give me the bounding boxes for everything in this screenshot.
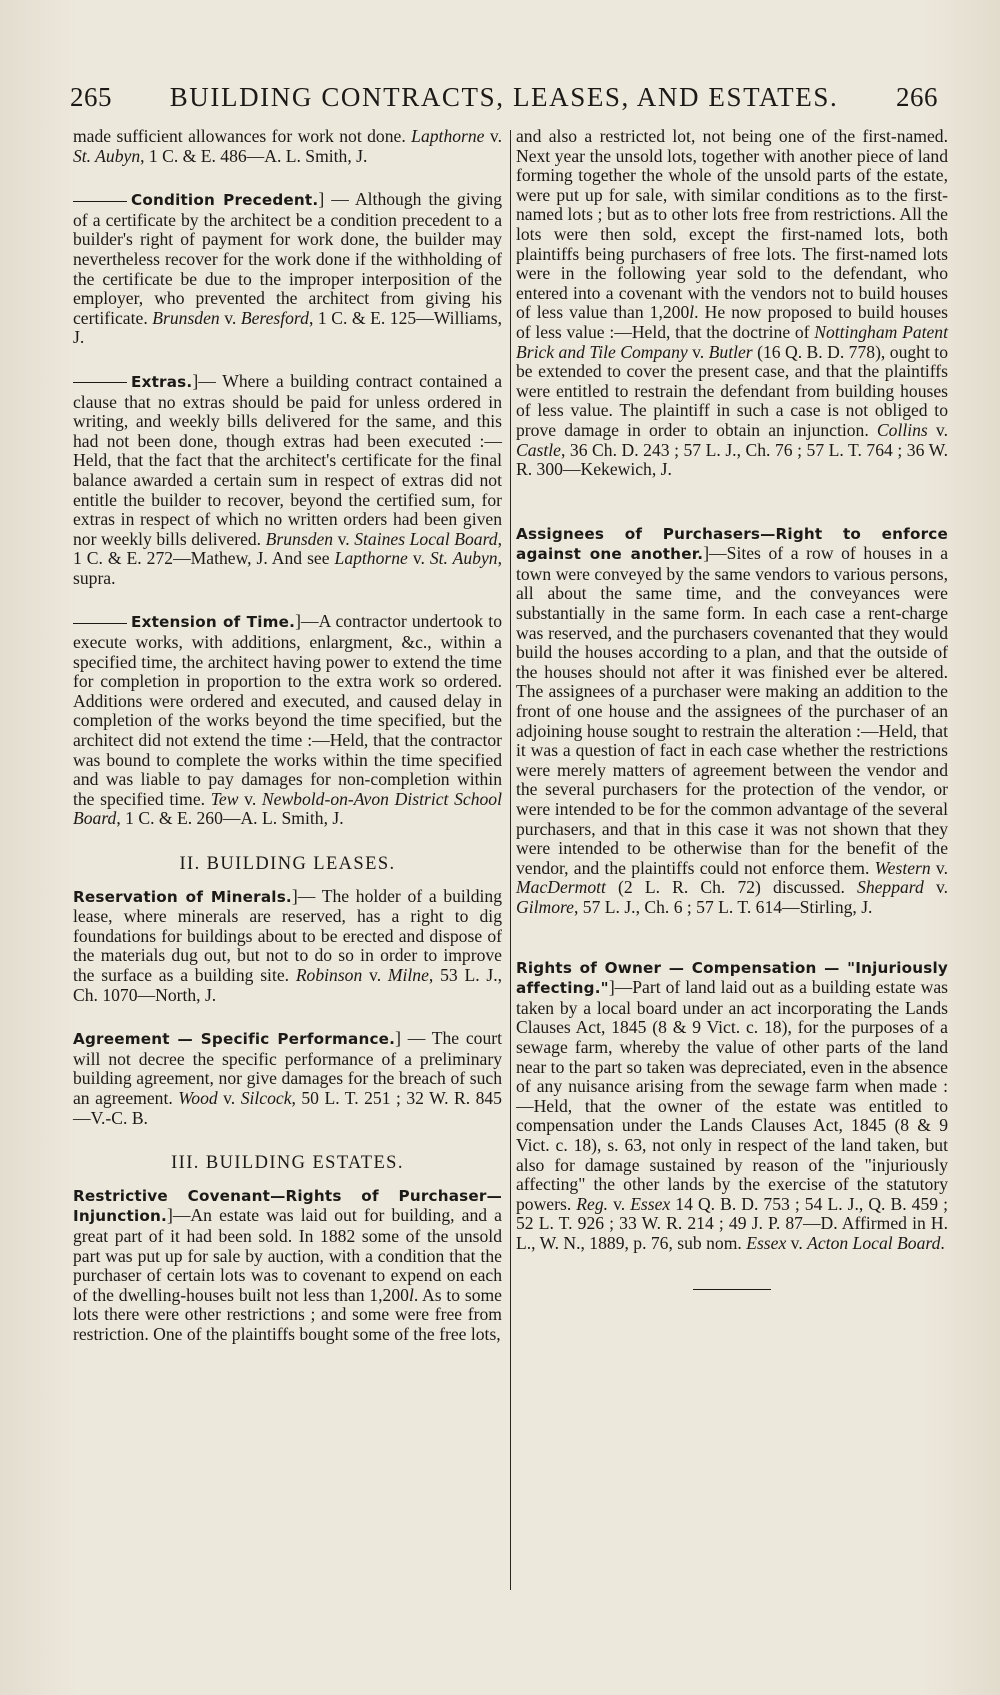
page-number-right: 266 <box>896 82 938 112</box>
case-name: Gilmore <box>516 896 574 917</box>
text: , 1 C. & E. 125—Williams, J. <box>73 307 502 348</box>
case-name: Silcock <box>240 1087 292 1108</box>
text: ] — Although the giving of a certificate by the architect be a condition precedent to a builder's right of payment for work done, the builder may nevertheless recover for the work done if the withholding of the certificate be due to the improper interposition of the employer, who prevented the architect from giving his certificate. <box>73 189 502 328</box>
text: v. <box>362 964 388 985</box>
case-name: Essex <box>630 1193 671 1214</box>
case-name: Newbold-on-Avon District School Board <box>73 788 502 829</box>
text: ]— The holder of a building lease, where minerals are reserved, has a right to dig foundations for buildings about to be erected and dispose of the materials dug out, but not to do so in order to improve the surface as a building site. <box>73 885 502 985</box>
text: . As to some lots there were other restrictions ; and some were free from restriction. One of the plaintiffs bought some of the free lots, <box>73 1284 502 1344</box>
case-name: Sheppard <box>857 877 924 898</box>
case-name: Acton Local Board <box>807 1232 941 1253</box>
text: 14 Q. B. D. 753 ; 54 L. J., Q. B. 459 ; 52 L. T. 926 ; 33 W. R. 214 ; 49 J. P. 87—D. Affirmed in H. L., W. N., 1889, p. 76, sub nom. <box>516 1193 948 1253</box>
case-name: Lapthorne <box>334 548 408 569</box>
text: v. <box>333 528 355 549</box>
case-name: Brunsden <box>152 307 220 328</box>
text: v. <box>687 341 709 362</box>
case-name: Robinson <box>295 964 363 985</box>
text: v. <box>786 1232 808 1253</box>
case-name: MacDermott <box>516 877 606 898</box>
paragraph-rights-of-owner <box>516 958 948 1254</box>
text: v. <box>484 126 502 146</box>
paragraph-restrictive-covenant <box>73 1186 502 1345</box>
paragraph-reservation-of-minerals <box>73 887 502 1006</box>
entry-heading: Assignees of Purchasers—Right to enforce against one another. <box>516 524 948 564</box>
paragraph-condition-precedent <box>73 190 502 348</box>
entry-heading: Condition Precedent. <box>131 191 319 210</box>
case-name: Milne <box>387 964 429 985</box>
entry-heading: Extension of Time. <box>131 613 296 632</box>
text: ]— Where a building contract contained a clause that no extras should be paid for unless ordered in writing, and weekly bills delivered for the same, and this had not been done, though extras had been executed :—Held, that the fact that the architect's certificate for the final balance awarded a certain sum in respect of extras did not entitle the builder to recover, beyond the certified sum, for extras in respect of which no written orders had been given nor weekly bills delivered. <box>73 370 502 549</box>
case-name: Wood <box>178 1087 218 1108</box>
case-name: Beresford <box>240 307 309 328</box>
entry-heading: Agreement — Specific Performance. <box>73 1030 396 1049</box>
text: , 1 C. & E. 486—A. L. Smith, J. <box>140 145 368 166</box>
section-heading-building-estates: III. BUILDING ESTATES. <box>171 1153 404 1174</box>
case-name: Butler <box>708 341 753 362</box>
text: made sufficient allowances for work not done. <box>73 126 412 146</box>
page-title: BUILDING CONTRACTS, LEASES, AND ESTATES. <box>169 82 839 112</box>
end-rule <box>693 1289 771 1290</box>
case-name: Brunsden <box>265 528 334 549</box>
right-column <box>516 127 948 1290</box>
section-heading-building-leases: II. BUILDING LEASES. <box>179 854 396 874</box>
paragraph-specific-performance <box>73 1029 502 1128</box>
entry-heading: Restrictive Covenant—Rights of Purchaser—Injunction. <box>73 1186 502 1226</box>
case-name: Lapthorne <box>411 126 485 146</box>
text: . <box>940 1232 945 1253</box>
text: and also a restricted lot, not being one of the first-named. Next year the unsold lots, together with another piece of land forming together the whole of the unsold parts of the estate, were put up for sale, with similar conditions as to the first-named lots ; but as to other lots free from restrictions. All the lots were then sold, except the first-named lots, both plaintiffs being purchasers of free lots. The first-named lots were in the following year sold to the defendant, who entered into a covenant with the vendors not to build houses of less value than 1,200 <box>516 126 948 323</box>
case-name: St. Aubyn <box>73 145 141 166</box>
pound-abbrev: l <box>408 1284 414 1305</box>
dash-rule <box>73 382 127 383</box>
entry-heading: Extras. <box>131 372 193 391</box>
entry-heading: Reservation of Minerals. <box>73 887 292 906</box>
text: , 53 L. J., Ch. 1070—North, J. <box>73 964 502 1005</box>
case-name: Staines Local Board <box>354 528 498 549</box>
text: ]—Sites of a row of houses in a town were conveyed by the same vendors to various persons, all about the same time, and the conveyances were substantially in the same form. In each case a rent-charge was reserved, and the purchasers covenanted that they would build the houses according to a plan, and that the outside of the houses should not after it was finished ever be altered. The assignees of a purchaser were making an addition to the front of one house and the assignees of the purchaser of an adjoining house sought to restrain the alteration :—Held, that it was a question of fact in each case whether the restrictions were merely matters of agreement between the vendor and the several purchasers for the protection of the vendor, or were intended to be for the common advantage of the several purchasers, and that in this case it was not shown that they were intended to be otherwise than for the benefit of the vendor, and the plaintiffs could not enforce them. <box>516 543 949 878</box>
left-column <box>73 127 502 1344</box>
page-number-left: 265 <box>70 82 112 112</box>
case-name: Collins <box>876 419 928 440</box>
entry-heading: Rights of Owner — Compensation — "Injuriously affecting." <box>516 958 948 998</box>
text: ] — The court will not decree the specific performance of a preliminary building agreement, nor give damages for the breach of such an agreement. <box>73 1028 502 1108</box>
text: . He now proposed to build houses of less value :—Held, that the doctrine of <box>516 302 948 342</box>
case-name: Tew <box>210 788 239 809</box>
text: v. <box>219 307 241 328</box>
case-name: Nottingham Patent Brick and Tile Company <box>516 321 948 362</box>
case-name: Reg. <box>576 1193 609 1214</box>
text: , 1 C. & E. 272—Mathew, J. And see <box>73 528 502 569</box>
text: v. <box>238 788 262 809</box>
text: (2 L. R. Ch. 72) discussed. <box>605 877 858 898</box>
pound-abbrev: l <box>689 302 695 323</box>
text: ]—Part of land laid out as a building estate was taken by a local board under an act incorporating the Lands Clauses Act, 1845 (8 & 9 Vict. c. 18), for the purposes of a sewage farm, whereby the value of other parts of the land near to the part so taken was depreciated, even in the absence of any nuisance arising from the sewage farm when made :—Held, that the owner of the estate was entitled to compensation under the Lands Clauses Act, 1845 (8 & 9 Vict. c. 18), s. 63, not only in respect of the land taken, but also for damage sustained by reason of the "injuriously affecting" the other lands by the exercise of the statutory powers. <box>516 977 948 1214</box>
paragraph-continued <box>516 127 948 480</box>
text: v. <box>930 857 948 878</box>
text: , 57 L. J., Ch. 6 ; 57 L. T. 614—Stirling, J. <box>574 896 873 917</box>
paragraph-extension-of-time <box>73 612 502 829</box>
text: , 36 Ch. D. 243 ; 57 L. J., Ch. 76 ; 57 L. T. 764 ; 36 W. R. 300—Kekewich, J. <box>516 439 948 480</box>
text: v. <box>927 419 948 440</box>
paragraph-assignees-of-purchasers <box>516 524 948 918</box>
case-name: Castle <box>516 439 561 460</box>
dash-rule <box>73 201 127 202</box>
case-name: St. Aubyn <box>429 548 498 569</box>
column-divider <box>510 130 511 1590</box>
dash-rule <box>73 623 127 624</box>
case-name: Western <box>874 857 931 878</box>
text: (16 Q. B. D. 778), ought to be extended to cover the present case, and that the plaintiffs were entitled to restrain the defendant from building houses of less value. The plaintiff in such a case is not obliged to prove damage in order to obtain an injunction. <box>516 341 948 440</box>
text: v. <box>923 877 948 898</box>
text: v. <box>217 1087 241 1108</box>
text: , 1 C. & E. 260—A. L. Smith, J. <box>116 808 344 829</box>
text: ]—An estate was laid out for building, and a great part of it had been sold. In 1882 some of the unsold part was put up for sale by auction, with a condition that the purchaser of certain lots was to covenant to expend on each of the dwelling-houses built not less than 1,200 <box>73 1205 502 1305</box>
running-head <box>70 82 938 118</box>
text: ]—A contractor undertook to execute works, with additions, enlargment, &c., within a specified time, the architect having power to extend the time for completion in proportion to the extra work so ordered. Additions were ordered and executed, and caused delay in completion of the works beyond the time specified, but the architect did not extend the time :—Held, that the contractor was bound to complete the works within the time specified and was liable to pay damages for non-completion within the specified time. <box>73 611 502 809</box>
text: , supra. <box>73 548 502 588</box>
paragraph-extras <box>73 372 502 589</box>
paragraph-continued <box>73 127 502 166</box>
case-name: Essex <box>746 1232 787 1253</box>
text: , 50 L. T. 251 ; 32 W. R. 845—V.-C. B. <box>73 1087 502 1128</box>
text: v. <box>407 548 430 569</box>
text: v. <box>608 1193 631 1214</box>
